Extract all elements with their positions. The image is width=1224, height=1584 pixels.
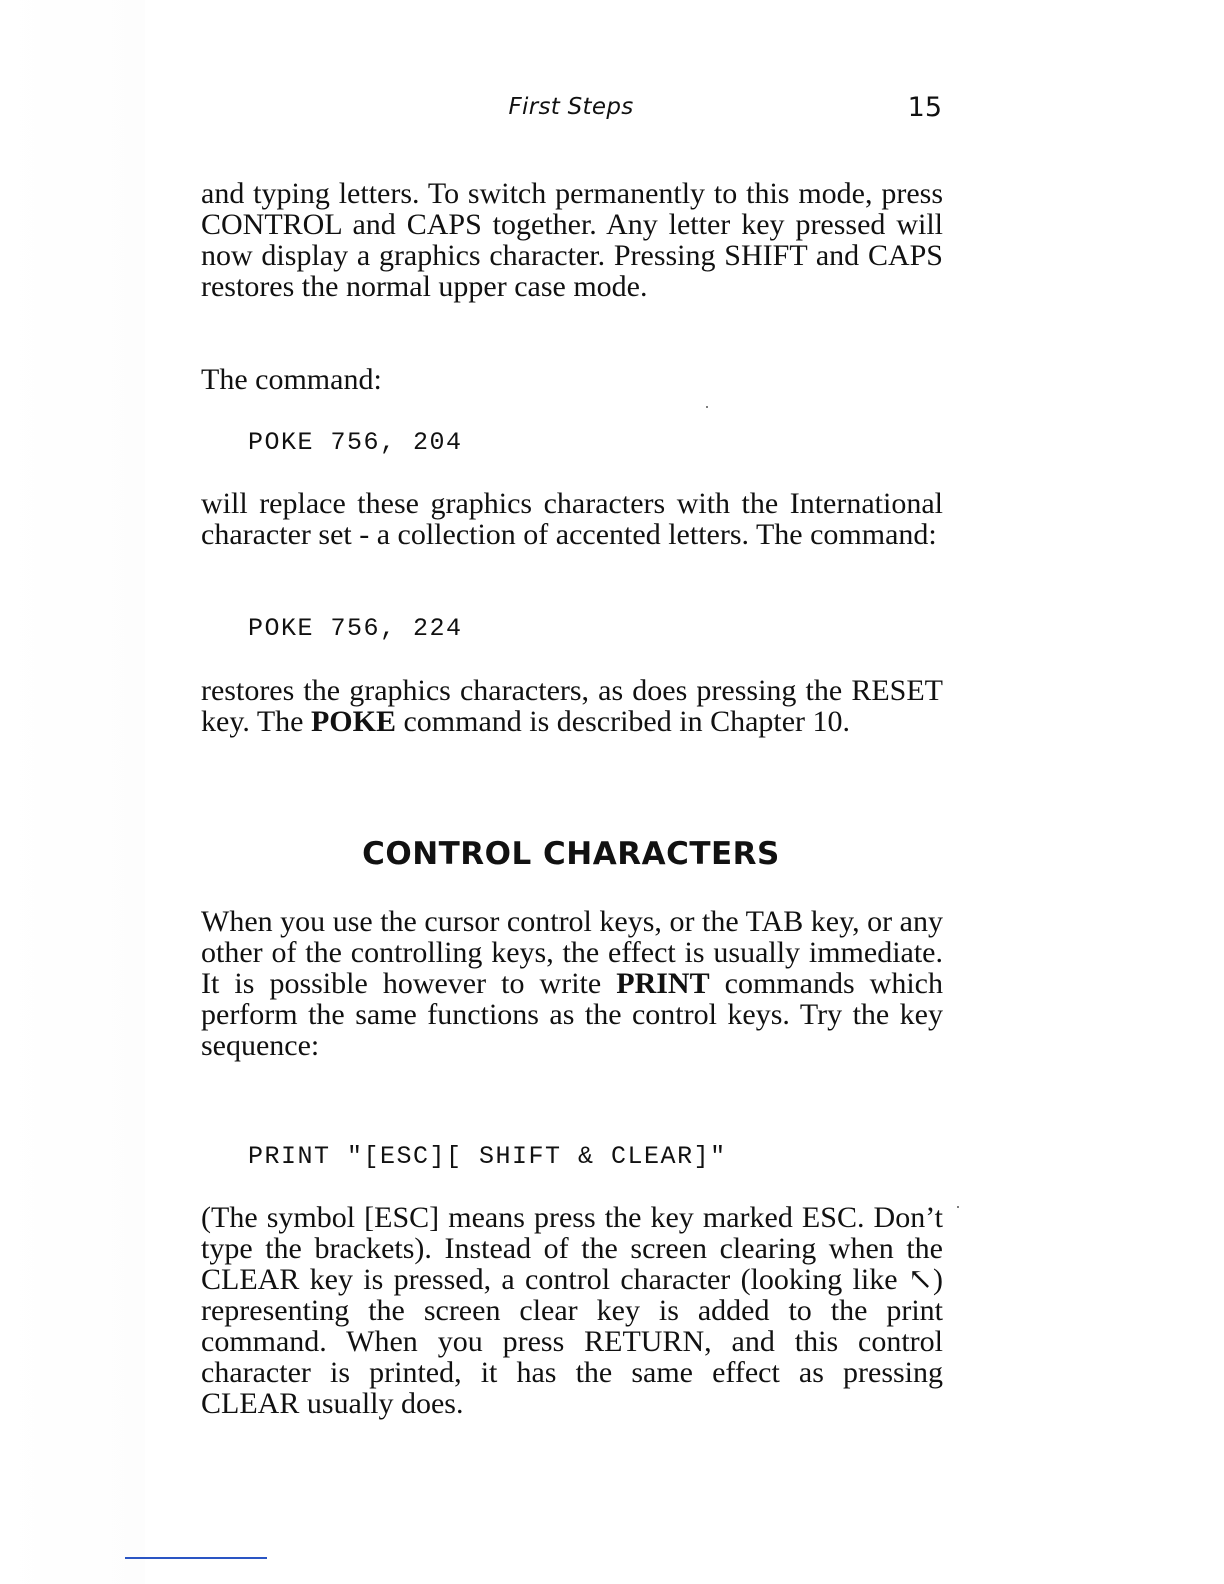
paragraph-text: will replace these graphics characters with the International character set - a collection of accented letters. The command: — [201, 487, 943, 551]
paragraph-text: The command: — [201, 363, 382, 396]
bold-keyword-print: PRINT — [616, 967, 710, 1000]
text-run: commands which perform the same functions as the control keys. Try the key sequence: — [201, 967, 943, 1062]
text-run: When you use the cursor control keys, or the TAB key, or any other of the controlling keys, the effect is usually immediate. It is possible however to write — [201, 905, 943, 1000]
paragraph-international-set — [201, 488, 943, 550]
scan-speck — [706, 406, 708, 408]
paragraph-text: and typing letters. To switch permanently to this mode, press CONTROL and CAPS together. Any letter key pressed will now display a graphics character. Pressing SHIFT and CAPS restores the normal upper case mode. — [201, 177, 943, 303]
running-title: First Steps — [508, 94, 634, 120]
paragraph-esc-symbol — [201, 1202, 943, 1419]
text-run: restores the graphics characters, as does pressing the RESET key. The — [201, 674, 943, 738]
running-head — [200, 92, 942, 128]
paragraph-restores-graphics — [201, 675, 943, 737]
paragraph-text — [201, 675, 943, 737]
text-run: command is described in Chapter 10. — [395, 705, 851, 738]
code-line-poke-204: POKE 756, 204 — [248, 428, 463, 457]
paragraph-text — [201, 906, 943, 1061]
page-number: 15 — [907, 92, 942, 123]
page-margin — [0, 0, 145, 1584]
paragraph-control-keys — [201, 906, 943, 1061]
bold-keyword-poke: POKE — [310, 705, 396, 738]
paragraph-text: (The symbol [ESC] means press the key marked ESC. Don’t type the brackets). Instead of the screen clearing when the CLEAR key is pressed, a control character (looking like ↖) representing the screen clear key is added to the print command. When you press RETURN, and this control character is printed, it has the same effect as pressing CLEAR usually does. — [201, 1201, 943, 1420]
section-heading: CONTROL CHARACTERS — [362, 836, 780, 872]
scan-speck — [957, 1206, 959, 1208]
code-line-poke-224: POKE 756, 224 — [248, 614, 463, 643]
code-line-print: PRINT "[ESC][ SHIFT & CLEAR]" — [248, 1142, 727, 1171]
footer-rule — [125, 1557, 267, 1559]
paragraph-graphics-mode — [201, 178, 943, 302]
paragraph-the-command — [201, 364, 943, 395]
